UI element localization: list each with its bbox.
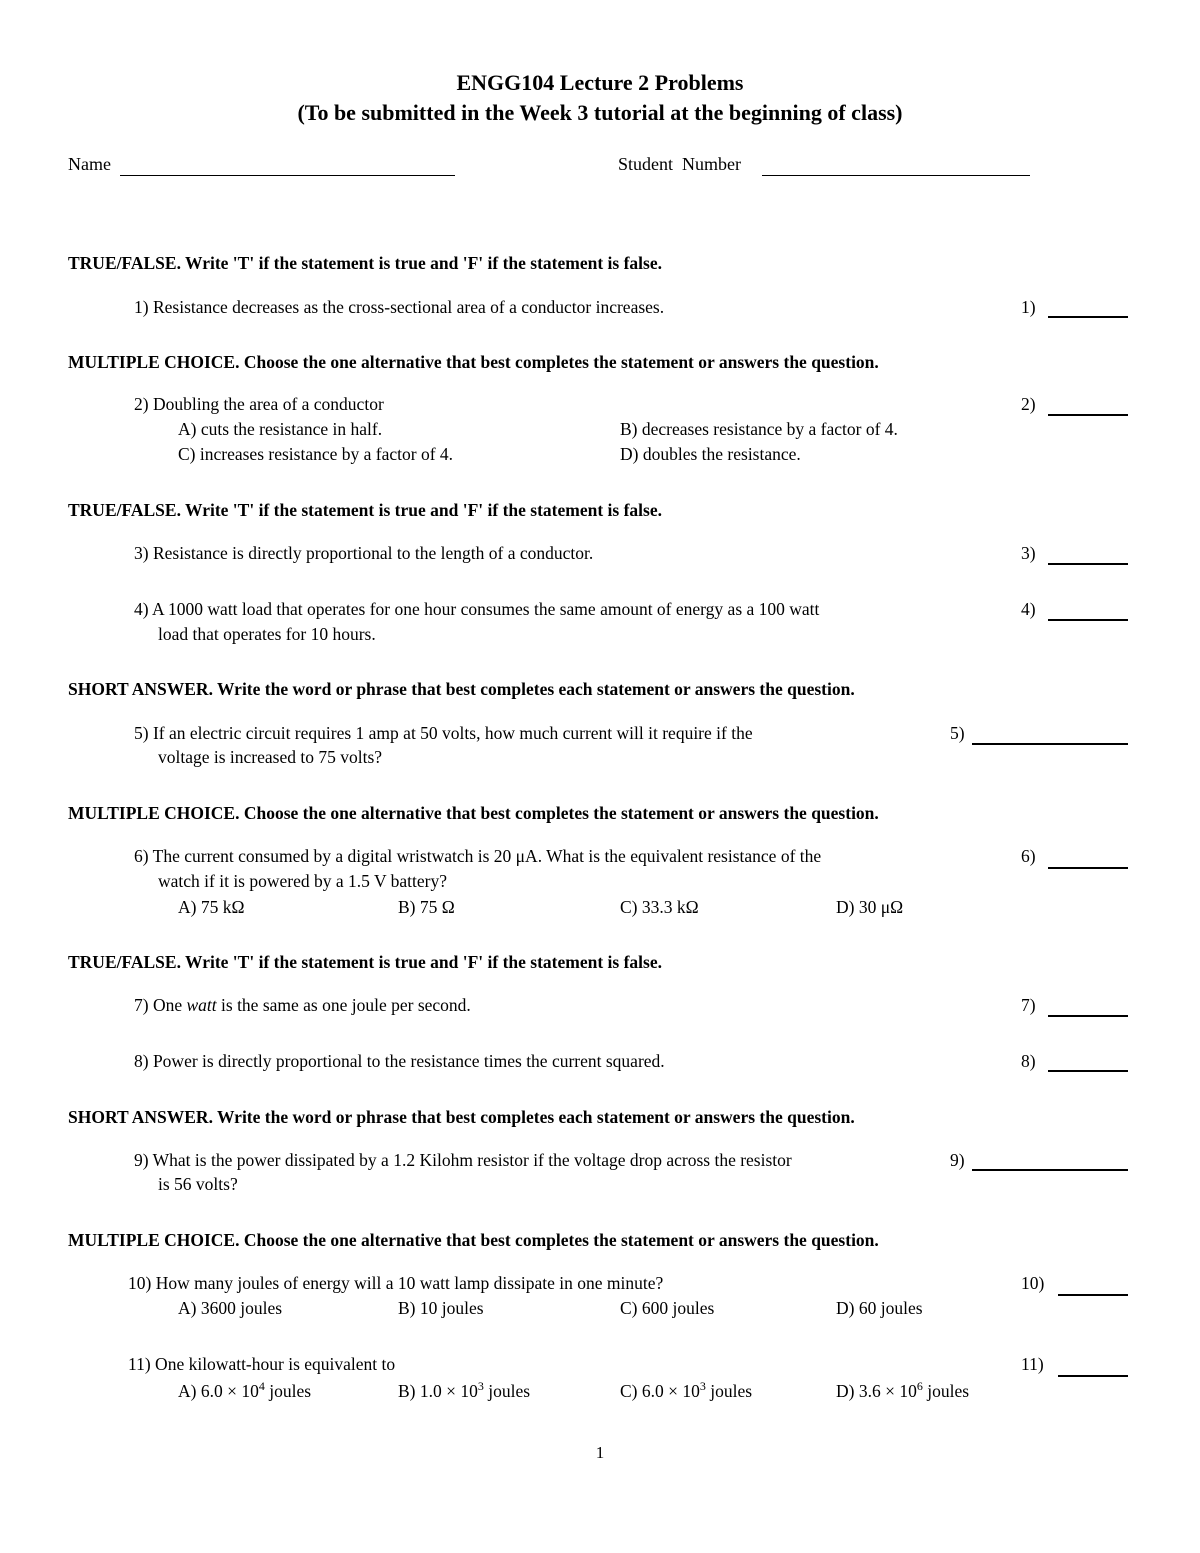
question-7-prefix: 7) One	[134, 995, 187, 1015]
section-heading-short-answer: SHORT ANSWER. Write the word or phrase that best completes each statement or answers the question.	[68, 679, 855, 699]
answer-blank-7[interactable]	[1048, 1015, 1128, 1017]
option-6c: C) 33.3 kΩ	[620, 897, 699, 917]
answer-blank-10[interactable]	[1058, 1294, 1128, 1296]
section-heading-multiple-choice: MULTIPLE CHOICE. Choose the one alternative that best completes the statement or answers the question.	[68, 352, 879, 372]
option-6d: D) 30 μΩ	[836, 897, 904, 917]
section-heading-true-false: TRUE/FALSE. Write 'T' if the statement is true and 'F' if the statement is false.	[68, 253, 662, 273]
option-11b	[398, 1381, 530, 1402]
question-6-line-2: watch if it is powered by a 1.5 V battery?	[158, 871, 447, 891]
section-heading-multiple-choice: MULTIPLE CHOICE. Choose the one alternative that best completes the statement or answers the question.	[68, 803, 879, 823]
question-5-line-1: 5) If an electric circuit requires 1 amp at 50 volts, how much current will it require if the	[134, 723, 753, 743]
answer-blank-4[interactable]	[1048, 619, 1128, 621]
answer-blank-11[interactable]	[1058, 1375, 1128, 1377]
answer-blank-2[interactable]	[1048, 414, 1128, 416]
option-2d: D) doubles the resistance.	[620, 444, 801, 464]
option-11c-exponent: 3	[699, 1379, 706, 1394]
answer-label-7: 7)	[1021, 995, 1036, 1015]
section-heading-true-false: TRUE/FALSE. Write 'T' if the statement is true and 'F' if the statement is false.	[68, 500, 662, 520]
question-4-line-2: load that operates for 10 hours.	[158, 624, 376, 644]
answer-label-8: 8)	[1021, 1051, 1036, 1071]
option-2a: A) cuts the resistance in half.	[178, 419, 383, 439]
option-6a: A) 75 kΩ	[178, 897, 245, 917]
answer-blank-9[interactable]	[972, 1169, 1128, 1171]
option-11c	[620, 1381, 752, 1402]
answer-blank-6[interactable]	[1048, 867, 1128, 869]
option-11b-unit: joules	[483, 1381, 531, 1401]
question-1: 1) Resistance decreases as the cross-sectional area of a conductor increases.	[134, 297, 665, 317]
question-7	[134, 995, 471, 1016]
answer-blank-8[interactable]	[1048, 1070, 1128, 1072]
page-subtitle: (To be submitted in the Week 3 tutorial at the beginning of class)	[297, 100, 903, 125]
option-10a: A) 3600 joules	[178, 1298, 283, 1318]
section-heading-short-answer: SHORT ANSWER. Write the word or phrase that best completes each statement or answers the question.	[68, 1107, 855, 1127]
option-10c: C) 600 joules	[620, 1298, 715, 1318]
question-5-line-2: voltage is increased to 75 volts?	[158, 747, 383, 767]
option-10d: D) 60 joules	[836, 1298, 923, 1318]
section-heading-true-false: TRUE/FALSE. Write 'T' if the statement is true and 'F' if the statement is false.	[68, 952, 662, 972]
answer-label-1: 1)	[1021, 297, 1036, 317]
answer-label-10: 10)	[1021, 1273, 1045, 1293]
option-11a-base: A) 6.0 × 10	[178, 1381, 259, 1401]
option-11d-base: D) 3.6 × 10	[836, 1381, 917, 1401]
answer-label-11: 11)	[1021, 1354, 1044, 1374]
question-7-emphasis: watt	[186, 995, 217, 1015]
question-8: 8) Power is directly proportional to the resistance times the current squared.	[134, 1051, 665, 1071]
option-11c-unit: joules	[705, 1381, 753, 1401]
question-11: 11) One kilowatt-hour is equivalent to	[128, 1354, 396, 1374]
option-11a-exponent: 4	[258, 1379, 265, 1394]
answer-label-9: 9)	[950, 1150, 965, 1170]
question-9-line-2: is 56 volts?	[158, 1174, 238, 1194]
student-number-field[interactable]	[762, 175, 1030, 176]
option-11c-base: C) 6.0 × 10	[620, 1381, 700, 1401]
option-6b: B) 75 Ω	[398, 897, 455, 917]
question-10: 10) How many joules of energy will a 10 watt lamp dissipate in one minute?	[128, 1273, 664, 1293]
page-title: ENGG104 Lecture 2 Problems	[456, 70, 744, 95]
question-7-suffix: is the same as one joule per second.	[216, 995, 471, 1015]
option-11d-exponent: 6	[916, 1379, 923, 1394]
section-heading-multiple-choice: MULTIPLE CHOICE. Choose the one alternative that best completes the statement or answers the question.	[68, 1230, 879, 1250]
answer-label-4: 4)	[1021, 599, 1036, 619]
answer-blank-1[interactable]	[1048, 316, 1128, 318]
student-number-label: Student Number	[618, 154, 741, 174]
option-11b-exponent: 3	[477, 1379, 484, 1394]
question-6-line-1: 6) The current consumed by a digital wristwatch is 20 μA. What is the equivalent resistance of the	[134, 846, 822, 866]
page-number: 1	[595, 1443, 605, 1462]
answer-label-2: 2)	[1021, 394, 1036, 414]
question-4-line-1: 4) A 1000 watt load that operates for one hour consumes the same amount of energy as a 100 watt	[134, 599, 820, 619]
answer-blank-3[interactable]	[1048, 563, 1128, 565]
option-10b: B) 10 joules	[398, 1298, 484, 1318]
option-2b: B) decreases resistance by a factor of 4.	[620, 419, 898, 439]
option-11d-unit: joules	[922, 1381, 970, 1401]
answer-blank-5[interactable]	[972, 743, 1128, 745]
question-3: 3) Resistance is directly proportional to the length of a conductor.	[134, 543, 594, 563]
name-field[interactable]	[120, 175, 455, 176]
answer-label-6: 6)	[1021, 846, 1036, 866]
name-label: Name	[68, 154, 111, 174]
option-11a	[178, 1381, 311, 1402]
answer-label-5: 5)	[950, 723, 965, 743]
option-2c: C) increases resistance by a factor of 4.	[178, 444, 454, 464]
question-2: 2) Doubling the area of a conductor	[134, 394, 384, 414]
option-11d	[836, 1381, 969, 1402]
option-11b-base: B) 1.0 × 10	[398, 1381, 478, 1401]
question-9-line-1: 9) What is the power dissipated by a 1.2 Kilohm resistor if the voltage drop across the resistor	[134, 1150, 792, 1170]
answer-label-3: 3)	[1021, 543, 1036, 563]
option-11a-unit: joules	[264, 1381, 312, 1401]
